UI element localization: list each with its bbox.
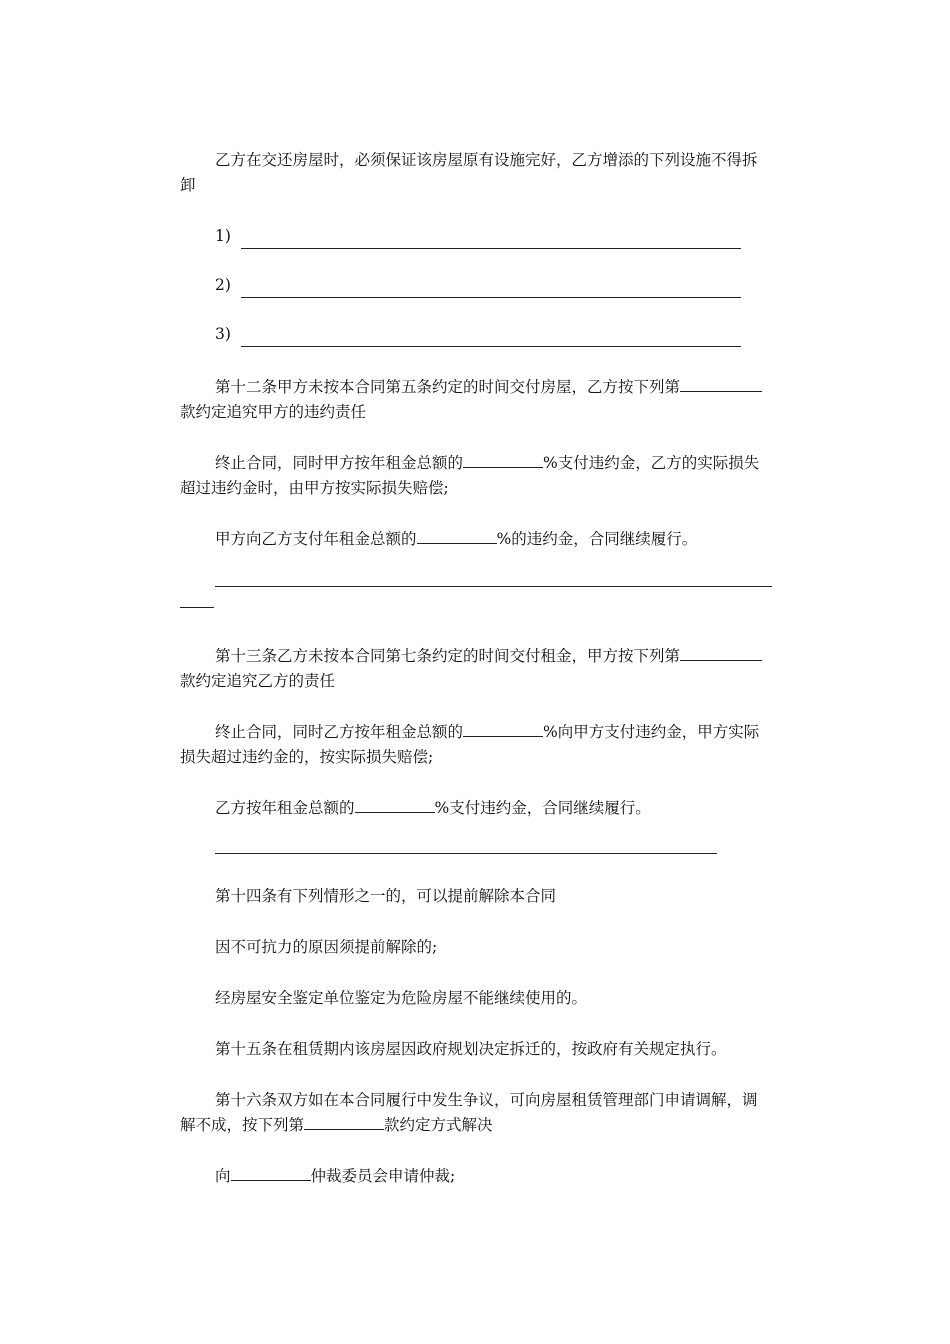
article-13-option-2 bbox=[180, 796, 772, 821]
article-14-option-1: 因不可抗力的原因须提前解除的; bbox=[215, 938, 438, 956]
option-text: 甲方向乙方支付年租金总额的 bbox=[215, 530, 417, 548]
fill-blank bbox=[417, 529, 497, 544]
fill-blank-line bbox=[215, 833, 717, 854]
fill-blank bbox=[355, 798, 435, 813]
option-text-tail: %的违约金，合同继续履行。 bbox=[496, 530, 698, 548]
article-12-option-2 bbox=[180, 527, 772, 552]
article-12 bbox=[180, 375, 772, 425]
option-text-tail: %支付违约金，合同继续履行。 bbox=[434, 799, 651, 817]
article-14: 第十四条有下列情形之一的，可以提前解除本合同 bbox=[215, 887, 557, 905]
option-text-tail: %支付违约金，乙方的实际损失超过违约金时，由甲方按实际损失赔偿; bbox=[180, 454, 760, 497]
fill-blank-line bbox=[241, 232, 741, 249]
fill-blank bbox=[304, 1115, 384, 1130]
article-13-option-1 bbox=[180, 720, 772, 770]
article-13 bbox=[180, 644, 772, 694]
article-12-text-tail: 款约定追究甲方的违约责任 bbox=[180, 403, 367, 421]
list-item bbox=[215, 273, 772, 298]
article-16-text: 第十六条双方如在本合同履行中发生争议，可向房屋租赁管理部门申请调解，调解不成，按下列第 bbox=[180, 1091, 758, 1134]
list-item bbox=[215, 322, 772, 347]
article-12-text: 第十二条甲方未按本合同第五条约定的时间交付房屋，乙方按下列第 bbox=[215, 378, 681, 396]
fill-blank-line bbox=[241, 330, 741, 347]
option-text-tail: %向甲方支付违约金，甲方实际损失超过违约金的，按实际损失赔偿; bbox=[180, 723, 760, 766]
fill-blank bbox=[463, 722, 543, 737]
article-14-option-2: 经房屋安全鉴定单位鉴定为危险房屋不能继续使用的。 bbox=[215, 989, 588, 1007]
article-12-option-1 bbox=[180, 451, 772, 501]
article-13-text-tail: 款约定追究乙方的责任 bbox=[180, 672, 336, 690]
item-number: 1) bbox=[215, 227, 231, 245]
option-text: 终止合同，同时甲方按年租金总额的 bbox=[215, 454, 464, 472]
fill-blank bbox=[463, 453, 543, 468]
fill-blank bbox=[730, 646, 762, 661]
fill-blank bbox=[680, 377, 730, 392]
article-16-text-tail: 款约定方式解决 bbox=[384, 1116, 493, 1134]
option-text: 终止合同，同时乙方按年租金总额的 bbox=[215, 723, 464, 741]
item-number: 2) bbox=[215, 276, 231, 294]
article-13-text: 第十三条乙方未按本合同第七条约定的时间交付租金，甲方按下列第 bbox=[215, 647, 681, 665]
fill-blank-line bbox=[241, 281, 741, 298]
option-text: 乙方按年租金总额的 bbox=[215, 799, 355, 817]
option-text-tail: 仲裁委员会申请仲裁; bbox=[310, 1167, 456, 1185]
article-16 bbox=[180, 1088, 772, 1138]
article-15: 第十五条在租赁期内该房屋因政府规划决定拆迁的，按政府有关规定执行。 bbox=[215, 1040, 727, 1058]
fill-blank-line bbox=[180, 595, 214, 608]
paragraph-return-facilities: 乙方在交还房屋时，必须保证该房屋原有设施完好，乙方增添的下列设施不得拆卸 bbox=[180, 151, 758, 194]
list-item bbox=[215, 224, 772, 249]
fill-blank bbox=[231, 1166, 311, 1181]
article-16-option-1 bbox=[180, 1164, 772, 1189]
fill-blank bbox=[730, 377, 762, 392]
item-number: 3) bbox=[215, 325, 231, 343]
document-page bbox=[180, 148, 772, 1215]
fill-blank bbox=[680, 646, 730, 661]
option-text: 向 bbox=[215, 1167, 231, 1185]
fill-blank-line bbox=[215, 566, 772, 587]
